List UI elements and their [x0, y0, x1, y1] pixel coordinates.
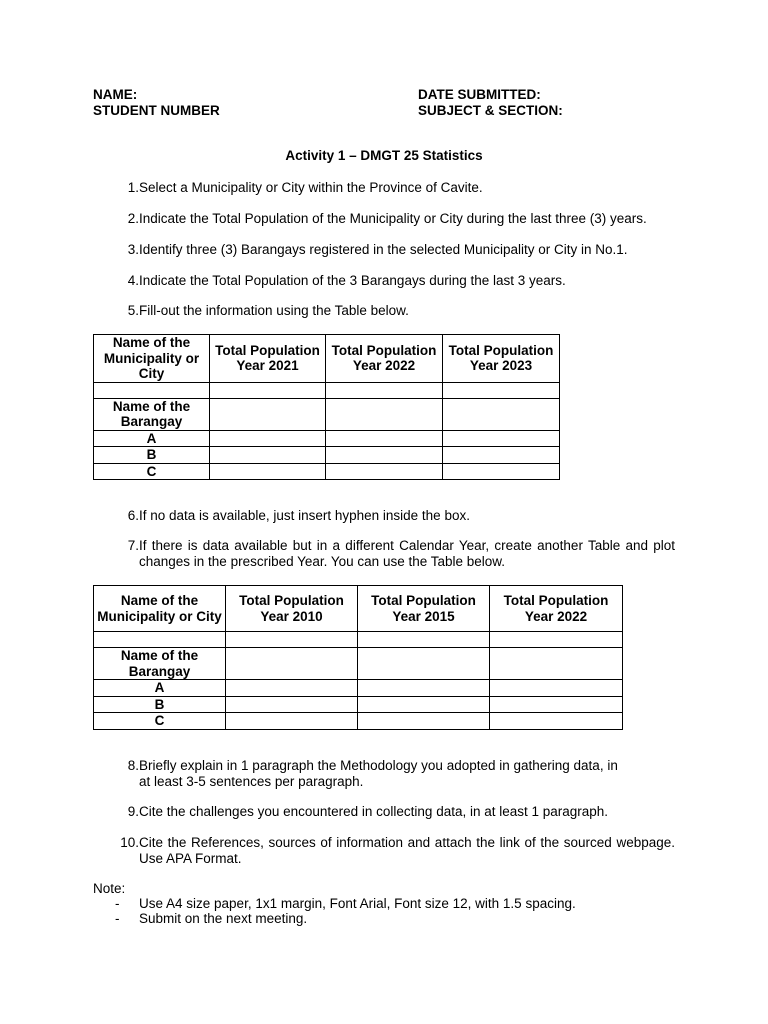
- table-cell[interactable]: [326, 382, 443, 398]
- column-header: Name of the Municipality or City: [94, 335, 210, 383]
- table-row: [94, 463, 560, 480]
- municipality-row: [94, 632, 623, 648]
- table-cell[interactable]: [210, 447, 326, 464]
- table-header-row: [94, 335, 560, 383]
- table-cell[interactable]: [358, 696, 490, 713]
- table-cell[interactable]: [443, 447, 560, 464]
- instruction-text: If no data is available, just insert hyphen inside the box.: [139, 508, 470, 523]
- table-cell[interactable]: [210, 398, 326, 430]
- table-cell[interactable]: [326, 430, 443, 447]
- table-row: [94, 713, 623, 730]
- instruction-number: 4.: [127, 273, 139, 288]
- table-header-row: [94, 586, 623, 632]
- date-submitted-label: DATE SUBMITTED:: [418, 87, 541, 102]
- instruction-text: Cite the challenges you encountered in collecting data, in at least 1 paragraph.: [139, 804, 609, 819]
- instruction-number: 9.: [127, 804, 139, 819]
- row-label: B: [94, 447, 210, 464]
- table-cell[interactable]: [490, 680, 623, 697]
- table-cell[interactable]: [358, 713, 490, 730]
- instruction-text: [139, 758, 675, 789]
- population-table-2021-2023: [93, 334, 560, 480]
- row-label: C: [94, 713, 226, 730]
- instruction-text-line: at least 3-5 sentences per paragraph.: [139, 773, 364, 789]
- table-cell[interactable]: [226, 713, 358, 730]
- table-cell[interactable]: [326, 447, 443, 464]
- instruction-number: 3.: [127, 242, 139, 257]
- municipality-row: [94, 382, 560, 398]
- table-cell[interactable]: [210, 382, 326, 398]
- column-header: Total Population Year 2022: [490, 586, 623, 632]
- instruction-text: If there is data available but in a different Calendar Year, create another Table and plot changes in the prescribed Year. You can use the Table below.: [139, 538, 675, 569]
- table-row: [94, 680, 623, 697]
- table-cell[interactable]: [443, 382, 560, 398]
- table-cell[interactable]: [490, 713, 623, 730]
- column-header: Name of the Municipality or City: [94, 586, 226, 632]
- note-dash: -: [115, 911, 120, 926]
- note-dash: -: [115, 896, 120, 911]
- table-cell[interactable]: [490, 696, 623, 713]
- table-cell[interactable]: [326, 398, 443, 430]
- instruction-number: 8.: [127, 758, 139, 773]
- table-row: [94, 430, 560, 447]
- table-cell[interactable]: [226, 680, 358, 697]
- table-cell[interactable]: [443, 430, 560, 447]
- table-cell[interactable]: [358, 648, 490, 680]
- table-cell[interactable]: [226, 648, 358, 680]
- instruction-number: 5.: [127, 303, 139, 318]
- column-header: Total Population Year 2022: [326, 335, 443, 383]
- table-cell[interactable]: [94, 632, 226, 648]
- table-cell[interactable]: [226, 696, 358, 713]
- instruction-text-line: Briefly explain in 1 paragraph the Methodology you adopted in gathering data, in: [139, 758, 618, 773]
- column-header: Total Population Year 2010: [226, 586, 358, 632]
- table-cell[interactable]: [443, 463, 560, 480]
- activity-title: Activity 1 – DMGT 25 Statistics: [285, 148, 483, 163]
- instruction-number: 7.: [127, 538, 139, 553]
- population-table-2010-2022: [93, 585, 623, 730]
- note-text: Use A4 size paper, 1x1 margin, Font Arial, Font size 12, with 1.5 spacing.: [139, 896, 576, 911]
- table-cell[interactable]: [443, 398, 560, 430]
- table-cell[interactable]: [94, 382, 210, 398]
- barangay-header-row: [94, 648, 623, 680]
- table-cell[interactable]: [326, 463, 443, 480]
- instruction-text: Indicate the Total Population of the Municipality or City during the last three (3) years.: [139, 211, 647, 226]
- table-row: [94, 696, 623, 713]
- name-label: NAME:: [93, 87, 138, 102]
- instruction-number: 2.: [127, 211, 139, 226]
- student-number-label: STUDENT NUMBER: [93, 103, 220, 118]
- instruction-text: Select a Municipality or City within the Province of Cavite.: [139, 180, 483, 195]
- instruction-number: 6.: [127, 508, 139, 523]
- instruction-number: 1.: [127, 180, 139, 195]
- table-cell[interactable]: [490, 632, 623, 648]
- table-cell[interactable]: [210, 463, 326, 480]
- column-header: Total Population Year 2021: [210, 335, 326, 383]
- instruction-text: Cite the References, sources of information and attach the link of the sourced webpage. Use APA Format.: [139, 835, 675, 866]
- barangay-header-row: [94, 398, 560, 430]
- table-cell[interactable]: [490, 648, 623, 680]
- table-cell[interactable]: [358, 680, 490, 697]
- table-row: [94, 447, 560, 464]
- table-cell[interactable]: [210, 430, 326, 447]
- note-label: Note:: [93, 881, 126, 896]
- row-label: C: [94, 463, 210, 480]
- instruction-number: 10.: [120, 835, 139, 850]
- subject-section-label: SUBJECT & SECTION:: [418, 103, 563, 118]
- table-cell[interactable]: [226, 632, 358, 648]
- row-label: A: [94, 430, 210, 447]
- column-header: Total Population Year 2023: [443, 335, 560, 383]
- table-cell[interactable]: [358, 632, 490, 648]
- row-label: B: [94, 696, 226, 713]
- instruction-text: Indicate the Total Population of the 3 Barangays during the last 3 years.: [139, 273, 566, 288]
- note-text: Submit on the next meeting.: [139, 911, 308, 926]
- instruction-text: Fill-out the information using the Table below.: [139, 303, 409, 318]
- column-header: Total Population Year 2015: [358, 586, 490, 632]
- barangay-label: Name of the Barangay: [94, 398, 210, 430]
- instruction-text: Identify three (3) Barangays registered in the selected Municipality or City in No.1.: [139, 242, 628, 257]
- row-label: A: [94, 680, 226, 697]
- barangay-label: Name of the Barangay: [94, 648, 226, 680]
